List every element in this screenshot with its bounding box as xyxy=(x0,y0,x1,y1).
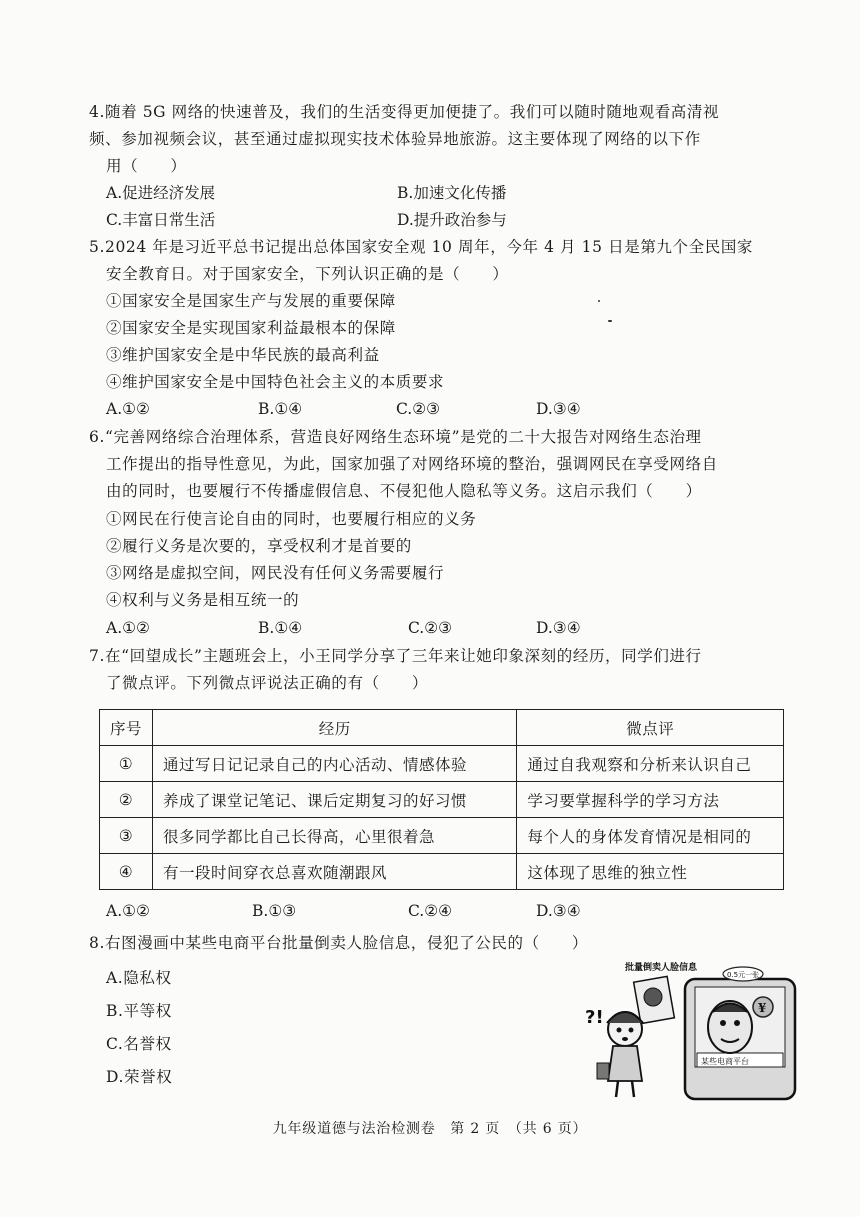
q7-option-b[interactable]: B.①③ xyxy=(252,902,297,920)
q8-option-a[interactable]: A.隐私权 xyxy=(106,969,172,987)
row-index: ④ xyxy=(100,854,153,890)
table-row xyxy=(100,782,784,818)
q6-stem-line-1: 6.“完善网络综合治理体系，营造良好网络生态环境”是党的二十大报告对网络生态治理 xyxy=(89,428,702,446)
handbag-icon xyxy=(597,1063,609,1079)
q4-stem-line-1: 4.随着 5G 网络的快速普及，我们的生活变得更加便捷了。我们可以随时随地观看高清视 xyxy=(89,103,720,121)
q6-item-2: ②履行义务是次要的，享受权利才是首要的 xyxy=(106,537,412,555)
q8-stem: 8.右图漫画中某些电商平台批量倒卖人脸信息，侵犯了公民的（ ） xyxy=(89,934,588,952)
q5-item-2: ②国家安全是实现国家利益最根本的保障 xyxy=(106,319,396,337)
q8-cartoon xyxy=(585,957,810,1102)
row-comment: 每个人的身体发育情况是相同的 xyxy=(517,818,784,854)
q5-stem-line-2: 安全教育日。对于国家安全，下列认识正确的是（ ） xyxy=(106,265,509,283)
cartoon-caption: 批量倒卖人脸信息 xyxy=(625,963,698,973)
q6-option-c[interactable]: C.②③ xyxy=(408,619,453,637)
q6-item-4: ④权利与义务是相互统一的 xyxy=(106,591,300,609)
q8-option-d[interactable]: D.荣誉权 xyxy=(106,1068,173,1086)
q4-option-d[interactable]: D.提升政治参与 xyxy=(397,211,507,229)
row-index: ③ xyxy=(100,818,153,854)
q7-header-experience: 经历 xyxy=(153,710,517,746)
q4-stem-line-3: 用（ ） xyxy=(106,157,187,175)
page-footer: 九年级道德与法治检测卷 第 2 页 （共 6 页） xyxy=(272,1121,588,1137)
cartoon-price-label: 0.5元一张 xyxy=(727,971,760,979)
q7-option-d[interactable]: D.③④ xyxy=(536,902,581,920)
cartoon-platform-label: 某些电商平台 xyxy=(701,1057,749,1066)
q4-option-a[interactable]: A.促进经济发展 xyxy=(106,184,216,202)
table-row xyxy=(100,746,784,782)
q5-item-1: ①国家安全是国家生产与发展的重要保障 xyxy=(106,292,396,310)
q4-option-c[interactable]: C.丰富日常生活 xyxy=(106,211,216,229)
row-index: ② xyxy=(100,782,153,818)
row-comment: 通过自我观察和分析来认识自己 xyxy=(517,746,784,782)
q5-item-3: ③维护国家安全是中华民族的最高利益 xyxy=(106,346,380,364)
scan-speck xyxy=(598,300,600,302)
q6-option-d[interactable]: D.③④ xyxy=(536,619,581,637)
row-index: ① xyxy=(100,746,153,782)
q7-header-comment: 微点评 xyxy=(517,710,784,746)
q6-option-b[interactable]: B.①④ xyxy=(258,619,303,637)
q8-option-c[interactable]: C.名誉权 xyxy=(106,1035,172,1053)
scan-speck xyxy=(608,320,612,322)
q5-stem-line-1: 5.2024 年是习近平总书记提出总体国家安全观 10 周年，今年 4 月 15 日是第九个全民国家 xyxy=(89,238,754,256)
row-comment: 学习要掌握科学的学习方法 xyxy=(517,782,784,818)
q7-header-index: 序号 xyxy=(100,710,153,746)
q5-option-d[interactable]: D.③④ xyxy=(536,400,581,418)
q7-table-header xyxy=(100,710,784,746)
q6-stem-line-2: 工作提出的指导性意见，为此，国家加强了对网络环境的整治，强调网民在享受网络自 xyxy=(106,455,718,473)
q6-item-3: ③网络是虚拟空间，网民没有任何义务需要履行 xyxy=(106,564,445,582)
row-comment: 这体现了思维的独立性 xyxy=(517,854,784,890)
q4-option-b[interactable]: B.加速文化传播 xyxy=(397,184,507,202)
q8-option-b[interactable]: B.平等权 xyxy=(106,1002,172,1020)
question-exclaim-marks: ?! xyxy=(585,1007,604,1028)
q5-item-4: ④维护国家安全是中国特色社会主义的本质要求 xyxy=(106,373,445,391)
row-experience: 很多同学都比自己长得高，心里很着急 xyxy=(153,818,517,854)
q5-option-c[interactable]: C.②③ xyxy=(396,400,441,418)
q6-item-1: ①网民在行使言论自由的同时，也要履行相应的义务 xyxy=(106,510,477,528)
q4-stem-line-2: 频、参加视频会议，甚至通过虚拟现实技术体验异地旅游。这主要体现了网络的以下作 xyxy=(89,130,701,148)
table-row xyxy=(100,854,784,890)
row-experience: 有一段时间穿衣总喜欢随潮跟风 xyxy=(153,854,517,890)
q7-table xyxy=(99,709,784,890)
q6-option-a[interactable]: A.①② xyxy=(106,619,150,637)
q7-stem-line-1: 7.在“回望成长”主题班会上，小王同学分享了三年来让她印象深刻的经历，同学们进行 xyxy=(89,647,702,665)
svg-text:¥: ¥ xyxy=(758,1001,767,1015)
q7-option-a[interactable]: A.①② xyxy=(106,902,150,920)
q7-stem-line-2: 了微点评。下列微点评说法正确的有（ ） xyxy=(106,674,429,692)
q5-option-a[interactable]: A.①② xyxy=(106,400,150,418)
q5-option-b[interactable]: B.①④ xyxy=(258,400,303,418)
q6-stem-line-3: 由的同时，也要履行不传播虚假信息、不侵犯他人隐私等义务。这启示我们（ ） xyxy=(106,482,702,500)
row-experience: 通过写日记记录自己的内心活动、情感体验 xyxy=(153,746,517,782)
table-row xyxy=(100,818,784,854)
cartoon-illustration xyxy=(585,957,810,1102)
row-experience: 养成了课堂记笔记、课后定期复习的好习惯 xyxy=(153,782,517,818)
q7-option-c[interactable]: C.②④ xyxy=(408,902,453,920)
